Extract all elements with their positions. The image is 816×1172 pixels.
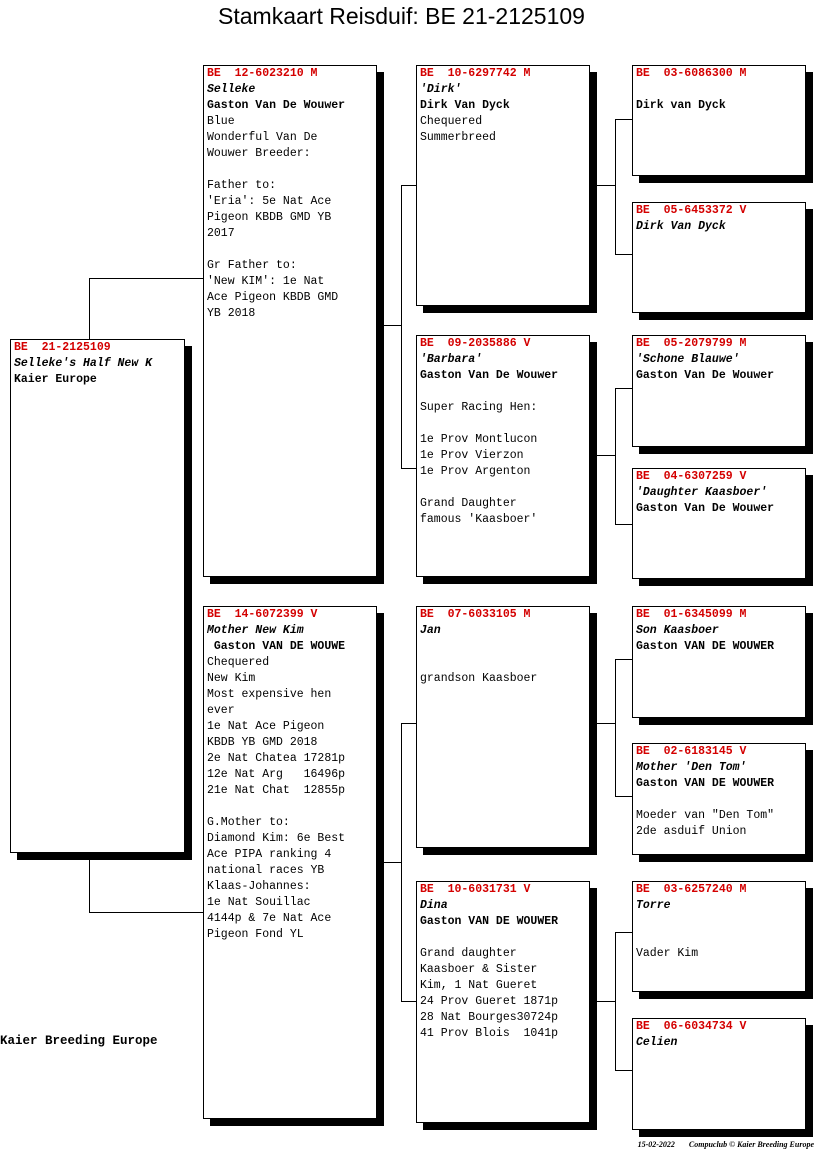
info-line: 1e Nat Ace Pigeon (207, 720, 325, 733)
footer-credit (638, 1140, 814, 1149)
connector-line (615, 119, 616, 254)
software-credit: Compuclub © Kaier Breeding Europe (688, 1140, 814, 1149)
connector-line (89, 278, 204, 279)
info-line: 28 Nat Bourges30724p (420, 1011, 559, 1024)
connector-line (615, 254, 632, 255)
ring-number: BE 14-6072399 V (207, 608, 318, 621)
info-line: Klaas-Johannes: (207, 880, 311, 893)
info-line: 1e Nat Souillac (207, 896, 311, 909)
ring-number: BE 10-6297742 M (420, 67, 531, 80)
breeder-name: Kaier Breeding Europe (0, 1034, 158, 1048)
breeder-line: Gaston VAN DE WOUWER (420, 915, 559, 928)
info-line (207, 799, 373, 815)
connector-line (615, 659, 632, 660)
info-line: 'New KIM': 1e Nat (207, 275, 325, 288)
pigeon-card-father (203, 65, 377, 577)
info-line: 4144p & 7e Nat Ace (207, 912, 332, 925)
info-line: Diamond Kim: 6e Best (207, 832, 346, 845)
pigeon-card-grandmother-maternal (416, 881, 590, 1123)
pigeon-name: Mother 'Den Tom' (636, 761, 747, 774)
info-line (207, 162, 373, 178)
info-line (420, 930, 586, 946)
breeder-line: Gaston Van De Wouwer (420, 369, 559, 382)
connector-line (401, 1001, 417, 1002)
pigeon-card-grandfather-paternal (416, 65, 590, 306)
pigeon-card-subject (10, 339, 185, 853)
info-line: 1e Prov Vierzon (420, 449, 524, 462)
connector-line (597, 1001, 615, 1002)
info-line: Moeder van "Den Tom" (636, 809, 775, 822)
pigeon-card-ggp-fmm (632, 468, 806, 579)
pigeon-card-ggp-mmf (632, 881, 806, 992)
pigeon-name: Son Kaasboer (636, 624, 719, 637)
connector-line (615, 119, 632, 120)
pigeon-card-ggp-ffm (632, 202, 806, 313)
print-date: 15-02-2022 (637, 1140, 675, 1149)
ring-number: BE 03-6086300 M (636, 67, 747, 80)
info-line: 1e Prov Argenton (420, 465, 531, 478)
breeder-line: Gaston Van De Wouwer (207, 99, 346, 112)
info-line: 2017 (207, 227, 235, 240)
info-line: Summerbreed (420, 131, 496, 144)
breeder-line: Gaston VAN DE WOUWER (636, 777, 775, 790)
info-line (207, 242, 373, 258)
info-line: Kim, 1 Nat Gueret (420, 979, 538, 992)
connector-line (401, 185, 402, 468)
info-line (420, 480, 586, 496)
pigeon-card-mother (203, 606, 377, 1119)
info-line: grandson Kaasboer (420, 672, 538, 685)
connector-line (401, 723, 402, 1001)
info-line: Super Racing Hen: (420, 401, 538, 414)
info-line (636, 914, 802, 930)
info-line: KBDB YB GMD 2018 (207, 736, 318, 749)
info-line (636, 792, 802, 808)
connector-line (89, 912, 204, 913)
info-line: Chequered (207, 656, 270, 669)
info-line (636, 930, 802, 946)
info-line: Kaasboer & Sister (420, 963, 538, 976)
page-title: Stamkaart Reisduif: BE 21-2125109 (218, 3, 585, 29)
info-line: 'Eria': 5e Nat Ace (207, 195, 332, 208)
pigeon-card-ggp-mfm (632, 743, 806, 855)
info-line: Grand daughter (420, 947, 517, 960)
connector-line (597, 455, 615, 456)
pigeon-card-ggp-fmf (632, 335, 806, 447)
ring-number: BE 05-2079799 M (636, 337, 747, 350)
connector-line (615, 932, 616, 1070)
connector-line (401, 468, 417, 469)
connector-line (615, 1070, 632, 1071)
info-line (420, 384, 586, 400)
info-line: Blue (207, 115, 235, 128)
ring-number: BE 12-6023210 M (207, 67, 318, 80)
info-line (636, 82, 802, 98)
pigeon-card-ggp-fff (632, 65, 806, 176)
connector-line (401, 723, 417, 724)
pigeon-name: 'Schone Blauwe' (636, 353, 740, 366)
info-line: Most expensive hen (207, 688, 332, 701)
ring-number: BE 04-6307259 V (636, 470, 747, 483)
breeder-line: Gaston Van De Wouwer (636, 502, 775, 515)
info-line: 1e Prov Montlucon (420, 433, 538, 446)
ring-number: BE 21-2125109 (14, 341, 111, 354)
connector-line (597, 723, 615, 724)
pigeon-name: Torre (636, 899, 671, 912)
info-line: Father to: (207, 179, 277, 192)
info-line: Pigeon Fond YL (207, 928, 304, 941)
info-line: ever (207, 704, 235, 717)
info-line: Wonderful Van De (207, 131, 318, 144)
breeder-line: Kaier Europe (14, 373, 97, 386)
pigeon-name: 'Daughter Kaasboer' (636, 486, 768, 499)
connector-line (615, 388, 616, 524)
info-line: Pigeon KBDB GMD YB (207, 211, 332, 224)
ring-number: BE 09-2035886 V (420, 337, 531, 350)
info-line: famous 'Kaasboer' (420, 513, 538, 526)
pigeon-name: Jan (420, 624, 441, 637)
info-line: 12e Nat Arg 16496p (207, 768, 346, 781)
info-line: G.Mother to: (207, 816, 290, 829)
info-line: Ace Pigeon KBDB GMD (207, 291, 339, 304)
connector-line (89, 278, 90, 339)
breeder-line: Dirk van Dyck (636, 99, 726, 112)
pigeon-card-grandmother-paternal (416, 335, 590, 577)
connector-line (384, 862, 401, 863)
info-line (420, 639, 586, 655)
info-line: Wouwer Breeder: (207, 147, 311, 160)
pigeon-name: Selleke (207, 83, 256, 96)
pigeon-card-ggp-mff (632, 606, 806, 718)
info-line: Chequered (420, 115, 483, 128)
breeder-line: Gaston Van De Wouwer (636, 369, 775, 382)
pigeon-name: 'Barbara' (420, 353, 483, 366)
info-line: 2e Nat Chatea 17281p (207, 752, 346, 765)
connector-line (615, 796, 632, 797)
connector-line (401, 185, 417, 186)
pigeon-name: Dina (420, 899, 448, 912)
info-line: 41 Prov Blois 1041p (420, 1027, 559, 1040)
pigeon-name: Mother New Kim (207, 624, 304, 637)
info-line: Grand Daughter (420, 497, 517, 510)
ring-number: BE 05-6453372 V (636, 204, 747, 217)
ring-number: BE 02-6183145 V (636, 745, 747, 758)
breeder-line: Gaston VAN DE WOUWE (207, 640, 346, 653)
ring-number: BE 01-6345099 M (636, 608, 747, 621)
ring-number: BE 06-6034734 V (636, 1020, 747, 1033)
info-line: New Kim (207, 672, 256, 685)
pigeon-card-grandfather-maternal (416, 606, 590, 848)
ring-number: BE 07-6033105 M (420, 608, 531, 621)
connector-line (615, 659, 616, 796)
pigeon-name: Selleke's Half New K (14, 357, 153, 370)
connector-line (615, 932, 632, 933)
breeder-line: Dirk Van Dyck (420, 99, 510, 112)
ring-number: BE 10-6031731 V (420, 883, 531, 896)
info-line: 24 Prov Gueret 1871p (420, 995, 559, 1008)
info-line: Ace PIPA ranking 4 (207, 848, 332, 861)
pigeon-card-ggp-mmm (632, 1018, 806, 1130)
info-line: Vader Kim (636, 947, 699, 960)
info-line (420, 655, 586, 671)
connector-line (384, 325, 401, 326)
pigeon-name: Celien (636, 1036, 678, 1049)
connector-line (89, 858, 90, 912)
pigeon-name: 'Dirk' (420, 83, 462, 96)
ring-number: BE 03-6257240 M (636, 883, 747, 896)
info-line: 21e Nat Chat 12855p (207, 784, 346, 797)
connector-line (597, 185, 615, 186)
pigeon-name: Dirk Van Dyck (636, 220, 726, 233)
info-line: YB 2018 (207, 307, 256, 320)
info-line: national races YB (207, 864, 325, 877)
info-line: 2de asduif Union (636, 825, 747, 838)
connector-line (615, 524, 632, 525)
info-line (420, 416, 586, 432)
info-line: Gr Father to: (207, 259, 297, 272)
connector-line (615, 388, 632, 389)
breeder-line: Gaston VAN DE WOUWER (636, 640, 775, 653)
